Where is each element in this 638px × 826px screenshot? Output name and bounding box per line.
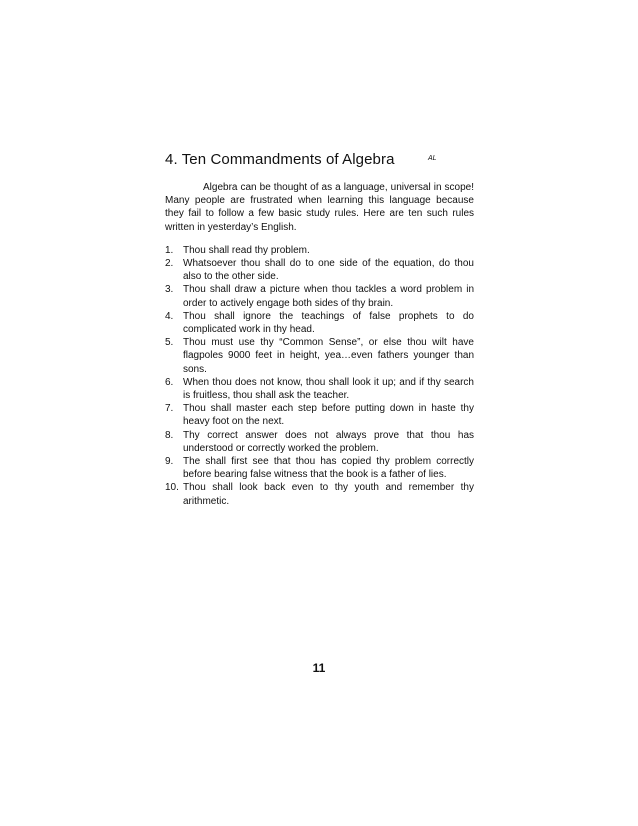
rule-item [165,336,474,376]
rule-text: When thou does not know, thou shall look it up; and if thy search is fruitless, thou shall ask the teacher. [183,376,474,402]
rule-number: 8. [165,429,174,441]
rule-item [165,376,474,402]
title-row [165,150,474,172]
rules-list [165,244,474,508]
rule-text: Thy correct answer does not always prove that thou has understood or correctly worked the problem. [183,429,474,454]
page-content [165,150,474,508]
rule-item [165,244,474,257]
rule-number: 7. [165,403,174,415]
rule-item [165,283,474,309]
rule-text: Thou shall draw a picture when thou tackles a word problem in order to actively engage both sides of thy brain. [183,284,474,309]
rule-text: Whatsoever thou shall do to one side of the equation, do thou also to the other side. [183,258,474,283]
rule-item [165,402,474,428]
rule-number: 3. [165,284,174,296]
intro-paragraph: Algebra can be thought of as a language, universal in scope! Many people are frustrated when learning this language because they fail to follow a few basic study rules. Here are ten such rules written in yesterday’s English. [165,182,474,233]
rule-item [165,257,474,283]
rule-text: The shall first see that thou has copied thy problem correctly before bearing false witness that the book is a father of lies. [183,456,474,481]
rule-number: 5. [165,337,174,349]
rule-item [165,481,474,507]
rule-text: Thou shall master each step before putting down in haste thy heavy foot on the next. [183,403,474,428]
rule-text: Thou must use thy “Common Sense”, or else thou wilt have flagpoles 9000 feet in height, yea…even fathers younger than sons. [183,337,474,375]
rule-number: 10. [165,482,179,494]
rule-number: 2. [165,258,174,270]
rule-item [165,455,474,481]
rule-number: 1. [165,244,174,256]
rule-item [165,429,474,455]
rule-text: Thou shall read thy problem. [183,244,310,256]
rule-number: 9. [165,456,174,468]
rule-number: 4. [165,310,174,322]
rule-text: Thou shall look back even to thy youth and remember thy arithmetic. [183,482,474,507]
rule-item [165,310,474,336]
page-number: 11 [312,661,326,675]
rule-number: 6. [165,376,174,388]
page-title: 4. Ten Commandments of Algebra [165,151,395,168]
author-initials: AL [428,155,437,162]
rule-text: Thou shall ignore the teachings of false prophets to do complicated work in thy head. [183,310,474,336]
